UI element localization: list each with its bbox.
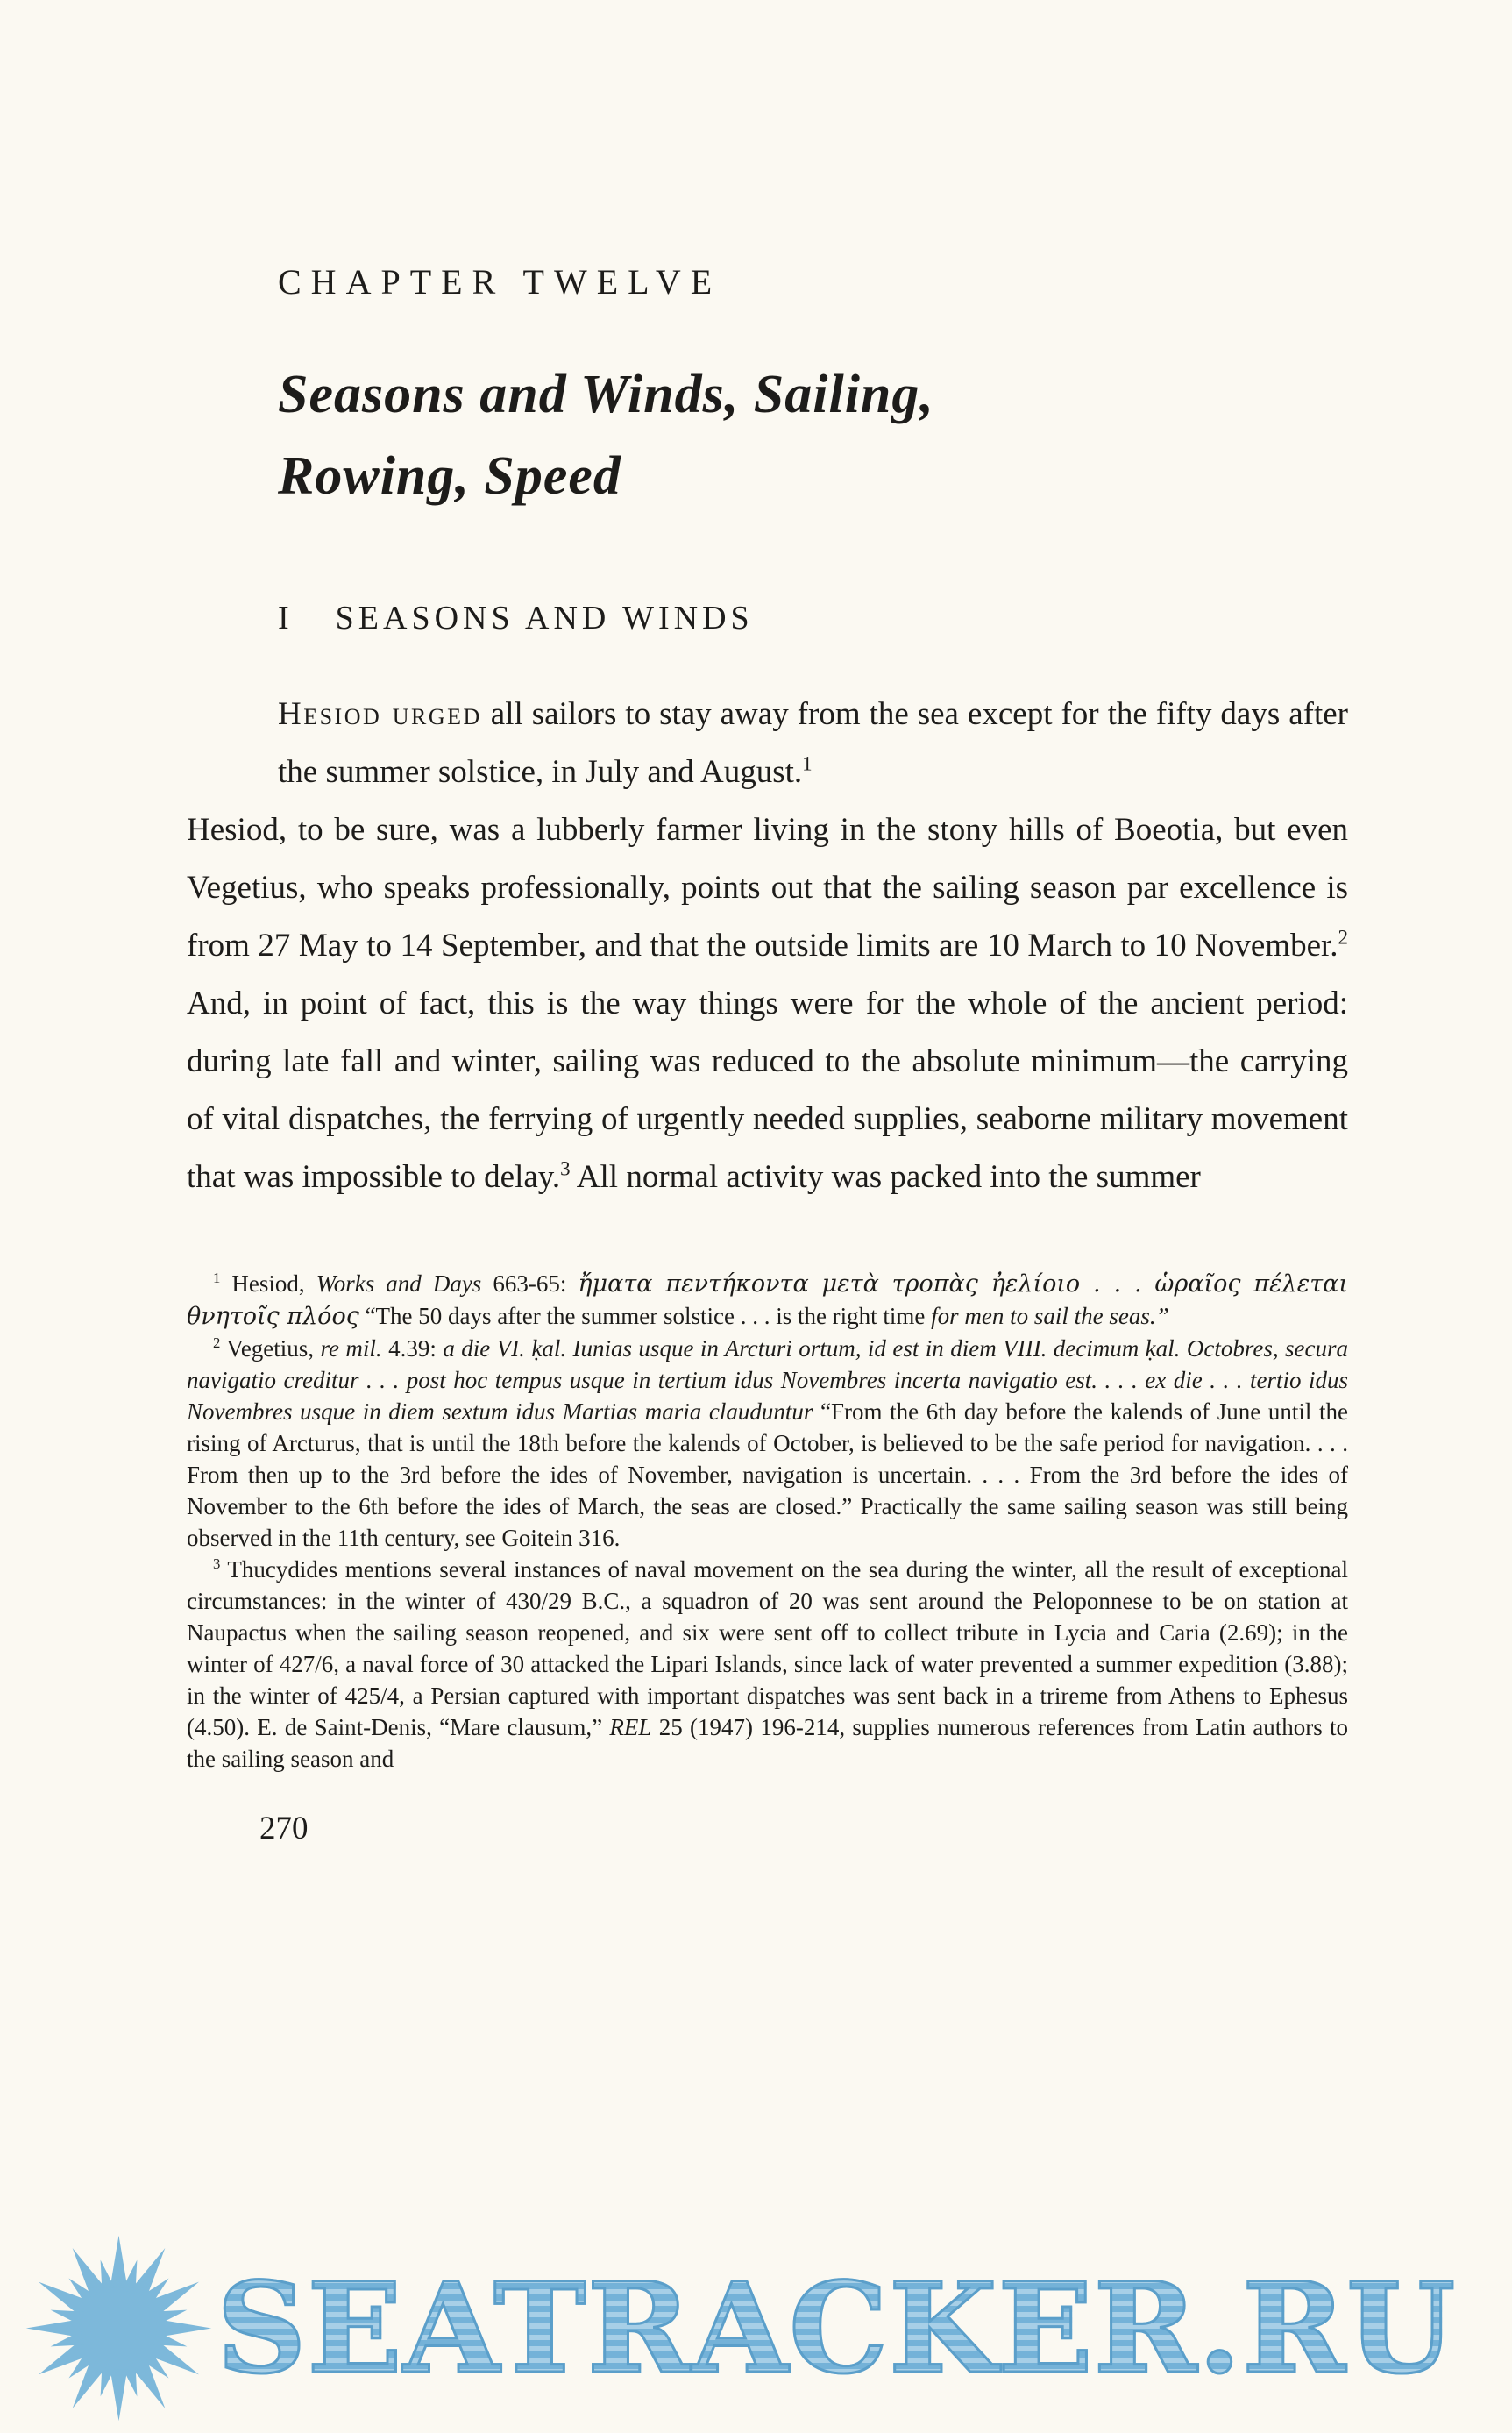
footnote-text-segment: 25 (1947) 196-214, supplies numerous references from Latin authors to the sailing season and: [187, 1714, 1349, 1772]
sun-logo-icon: [25, 2234, 213, 2422]
title-line-1: Seasons and Winds, Sailing,: [278, 365, 934, 424]
body-paragraph: [187, 801, 1348, 1206]
footnotes-section: [187, 1268, 1348, 1775]
footnote-3: [187, 1554, 1348, 1775]
body-text-segment: Hesiod, to be sure, was a lubberly farmer living in the stony hills of Boeotia, but even Vegetius, who speaks professionally, points out that the sailing season par excellence is from 27 May to 14 September, and that the outside limits are 10 March to 10 November.: [187, 812, 1348, 964]
footnote-text-segment: 4.39:: [381, 1335, 444, 1362]
footnote-work-title: re mil.: [320, 1335, 382, 1362]
footnote-text-segment: Thucydides mentions several instances of naval movement on the sea during the winter, all the result of exceptional circumstances: in the winter of 430/29 B.C., a squadron of 20 was sent around the Peloponnese to be on station at Naupactus when the sailing season reopened, and six were sent off to collect tribute in Lycia and Caria (2.69); in the winter of 427/6, a naval force of 30 attacked the Lipari Islands, since lack of water prevented a summer expedition (3.88); in the winter of 425/4, a Persian captured with important dispatches was sent back in a trireme from Athens to Ephesus (4.50). E. de Saint-Denis, “Mare clausum,”: [187, 1556, 1348, 1740]
opening-text: all sailors to stay away from the sea except for the fifty days after the summer solstice, in July and August.: [278, 696, 1348, 790]
footnote-text-segment: Vegetius,: [220, 1335, 321, 1362]
footnote-text-segment: “From the 6th day before the kalends of June until the rising of Arcturus, that is until the 18th before the kalends of October, is believed to be the safe period for navigation. . . . From then up to the 3rd before the ides of November, navigation is uncertain. . . . From the 3rd before the ides of November to the 6th before the ides of March, the seas are closed.” Practically the same sailing season was still being observed in the 11th century, see Goitein 316.: [187, 1398, 1348, 1551]
body-text-segment: And, in point of fact, this is the way things were for the whole of the ancient period: during late fall and winter, sailing was reduced to the absolute minimum—the carrying of vital dispatches, the ferrying of urgently needed supplies, seaborne military movement that was impossible to delay.: [187, 985, 1348, 1195]
page-number: 270: [259, 1811, 309, 1846]
text-block: [187, 0, 1348, 1847]
footnote-text-segment: for men to sail the seas.”: [931, 1303, 1169, 1329]
footnote-1: [187, 1268, 1348, 1333]
footnote-2: [187, 1333, 1348, 1554]
footnote-latin-quote: a die VI. ḳal. Iunias usque in Arcturi ortum, id est in diem VIII. decimum ḳal. Octobres, secura navigatio creditur . . . post hoc tempus usque in tertium idus Novembres incerta navigatio est. . . . ex die . . . tertio idus Novembres usque in diem sextum idus Martias maria clauduntur: [187, 1335, 1348, 1425]
footnote-journal-title: REL: [609, 1714, 652, 1740]
body-text-segment: All normal activity was packed into the summer: [570, 1159, 1201, 1195]
section-heading: [278, 601, 1348, 635]
footnote-marker-1: 1: [213, 1270, 221, 1286]
title-line-2: Rowing, Speed: [278, 446, 621, 506]
watermark-text: SEATRACKER.RU: [217, 2255, 1457, 2401]
opening-lead: Hesiod urged: [278, 696, 482, 732]
footnote-ref-1: 1: [802, 752, 813, 775]
book-title: [278, 354, 1348, 517]
footnote-work-title: Works and Days: [316, 1270, 482, 1297]
section-numeral: I: [278, 600, 294, 637]
watermark: [25, 2234, 1456, 2422]
footnote-text-segment: 663-65:: [481, 1270, 579, 1297]
section-title: SEASONS AND WINDS: [335, 600, 754, 637]
footnote-text-segment: “The 50 days after the summer solstice . . . is the right time: [358, 1303, 932, 1329]
chapter-label: CHAPTER TWELVE: [278, 262, 722, 302]
footnote-ref-3: 3: [560, 1157, 571, 1180]
footnote-marker-3: 3: [213, 1555, 221, 1572]
footnote-marker-2: 2: [213, 1334, 221, 1351]
footnote-greek-quote: ἤματα πεντήκοντα μετὰ τροπὰς ἠελίοιο . . . ὡραῖος πέλεται θνητοῖς πλόος: [187, 1270, 1348, 1330]
footnote-ref-2: 2: [1338, 926, 1348, 949]
footnote-text-segment: Hesiod,: [220, 1270, 316, 1297]
opening-paragraph: [278, 686, 1348, 801]
